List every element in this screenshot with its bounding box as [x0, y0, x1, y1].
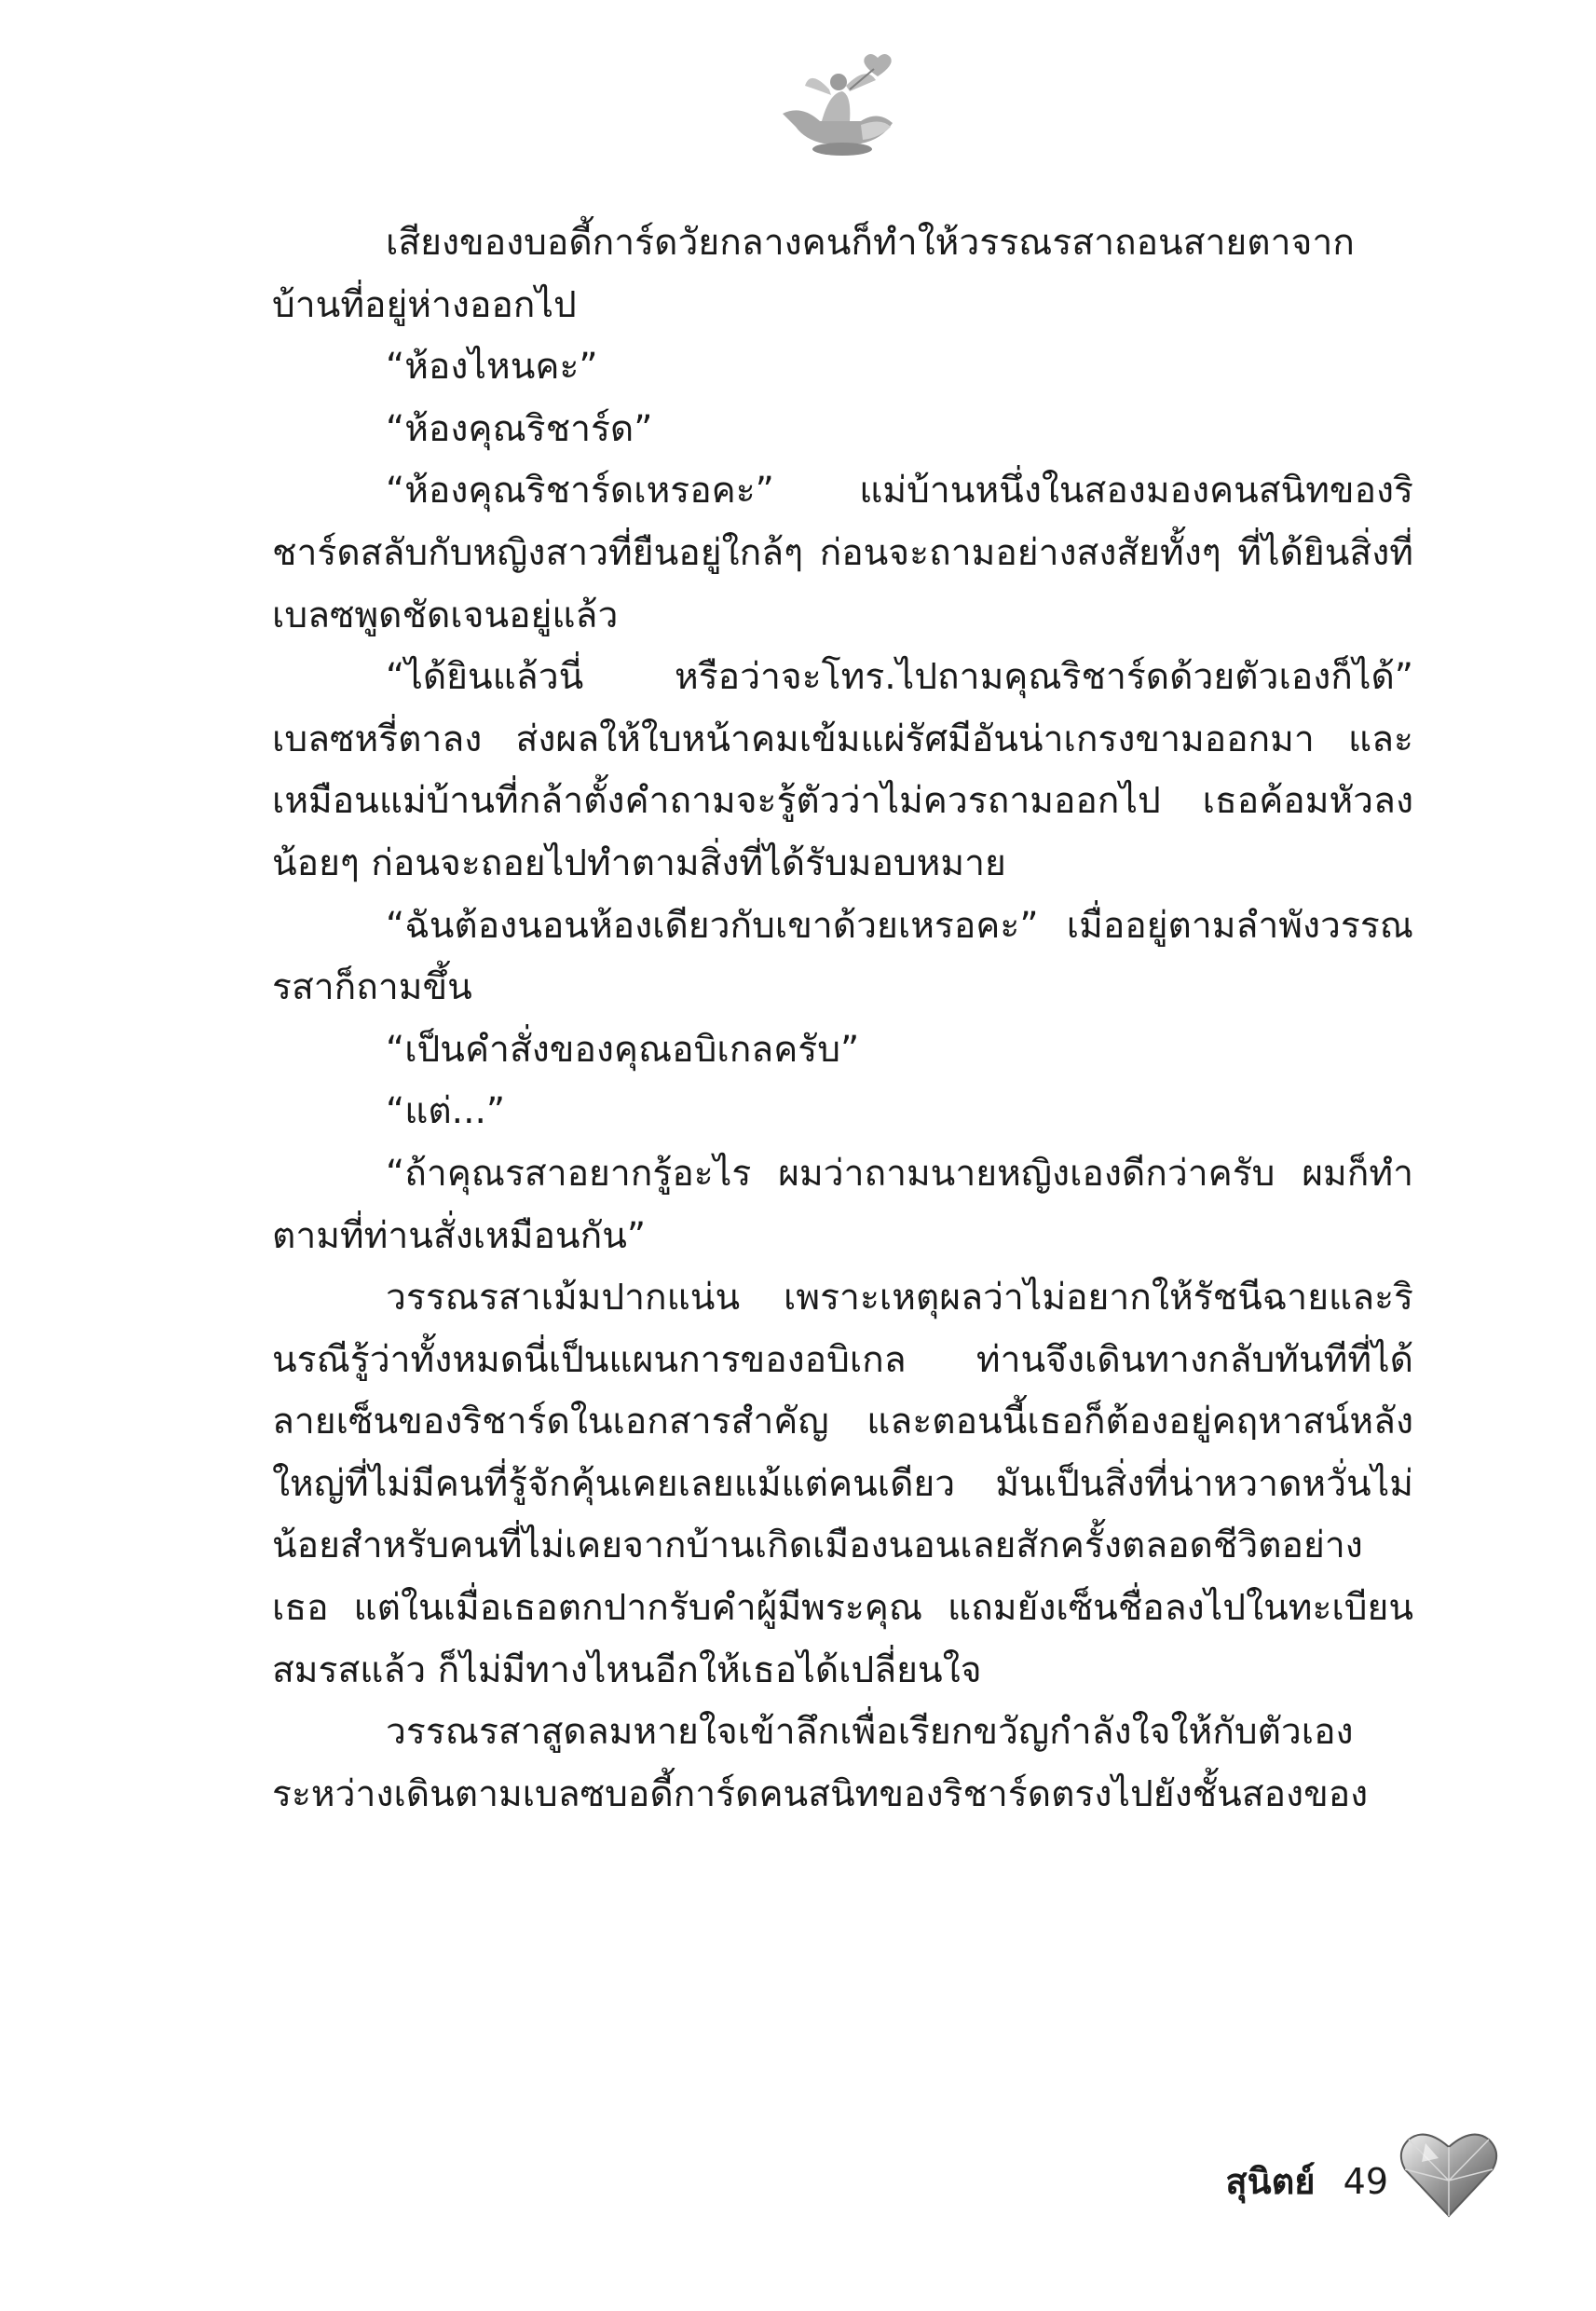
paragraph: “ถ้าคุณรสาอยากรู้อะไร ผมว่าถามนายหญิงเองดีกว่าครับ ผมก็ทำตามที่ท่านสั่งเหมือนกัน”	[272, 1152, 1413, 1257]
dialogue-line: “ห้องคุณริชาร์ด”	[386, 407, 653, 450]
dialogue-line: “แต่...”	[386, 1090, 506, 1133]
diamond-heart-icon	[1398, 2125, 1500, 2222]
paragraph: วรรณรสาเม้มปากแน่น เพราะเหตุผลว่าไม่อยากให้รัชนีฉายและรินรณีรู้ว่าทั้งหมดนี่เป็นแผนการของอบิเกล ท่านจึงเดินทางกลับทันทีที่ได้ลายเซ็นของริชาร์ดในเอกสารสำคัญ และตอนนี้เธอก็ต้องอยู่คฤหาสน์หลังใหญ่ที่ไม่มีคนที่รู้จักคุ้นเคยเลยแม้แต่คนเดียว มันเป็นสิ่งที่น่าหวาดหวั่นไม่น้อยสำหรับคนที่ไม่เคยจากบ้านเกิดเมืองนอนเลยสักครั้งตลอดชีวิตอย่างเธอ แต่ในเมื่อเธอตกปากรับคำผู้มีพระคุณ แถมยังเซ็นชื่อลงไปในทะเบียนสมรสแล้ว ก็ไม่มีทางไหนอีกให้เธอได้เปลี่ยนใจ	[272, 1277, 1413, 1691]
paragraph: “ห้องคุณริชาร์ดเหรอคะ” แม่บ้านหนึ่งในสองมองคนสนิทของริชาร์ดสลับกับหญิงสาวที่ยืนอยู่ใกล้ๆ ก่อนจะถามอย่างสงสัยทั้งๆ ที่ได้ยินสิ่งที่เบลซพูดชัดเจนอยู่แล้ว	[272, 470, 1413, 636]
running-title: สุนิตย์	[1225, 2161, 1316, 2202]
page-number: 49	[1343, 2161, 1388, 2202]
genie-lamp-cupid-icon	[764, 48, 904, 160]
dialogue-line: “เป็นคำสั่งของคุณอบิเกลครับ”	[386, 1028, 860, 1071]
body-text	[272, 212, 1413, 1826]
paragraph: เสียงของบอดี้การ์ดวัยกลางคนก็ทำให้วรรณรสาถอนสายตาจากบ้านที่อยู่ห่างออกไป	[272, 222, 1355, 326]
folio	[1225, 2153, 1388, 2209]
paragraph: “ได้ยินแล้วนี่ หรือว่าจะโทร.ไปถามคุณริชาร์ดด้วยตัวเองก็ได้” เบลซหรี่ตาลง ส่งผลให้ใบหน้าคมเข้มแผ่รัศมีอันน่าเกรงขามออกมา และเหมือนแม่บ้านที่กล้าตั้งคำถามจะรู้ตัวว่าไม่ควรถามออกไป เธอค้อมหัวลงน้อยๆ ก่อนจะถอยไปทำตามสิ่งที่ได้รับมอบหมาย	[272, 656, 1413, 884]
paragraph: วรรณรสาสูดลมหายใจเข้าลึกเพื่อเรียกขวัญกำลังใจให้กับตัวเองระหว่างเดินตามเบลซบอดี้การ์ดคนสนิทของริชาร์ดตรงไปยังชั้นสองของ	[272, 1711, 1369, 1815]
page-footer	[1155, 2125, 1547, 2236]
dialogue-line: “ห้องไหนคะ”	[386, 346, 598, 389]
paragraph: “ฉันต้องนอนห้องเดียวกับเขาด้วยเหรอคะ” เมื่ออยู่ตามลำพังวรรณรสาก็ถามขึ้น	[272, 904, 1413, 1009]
